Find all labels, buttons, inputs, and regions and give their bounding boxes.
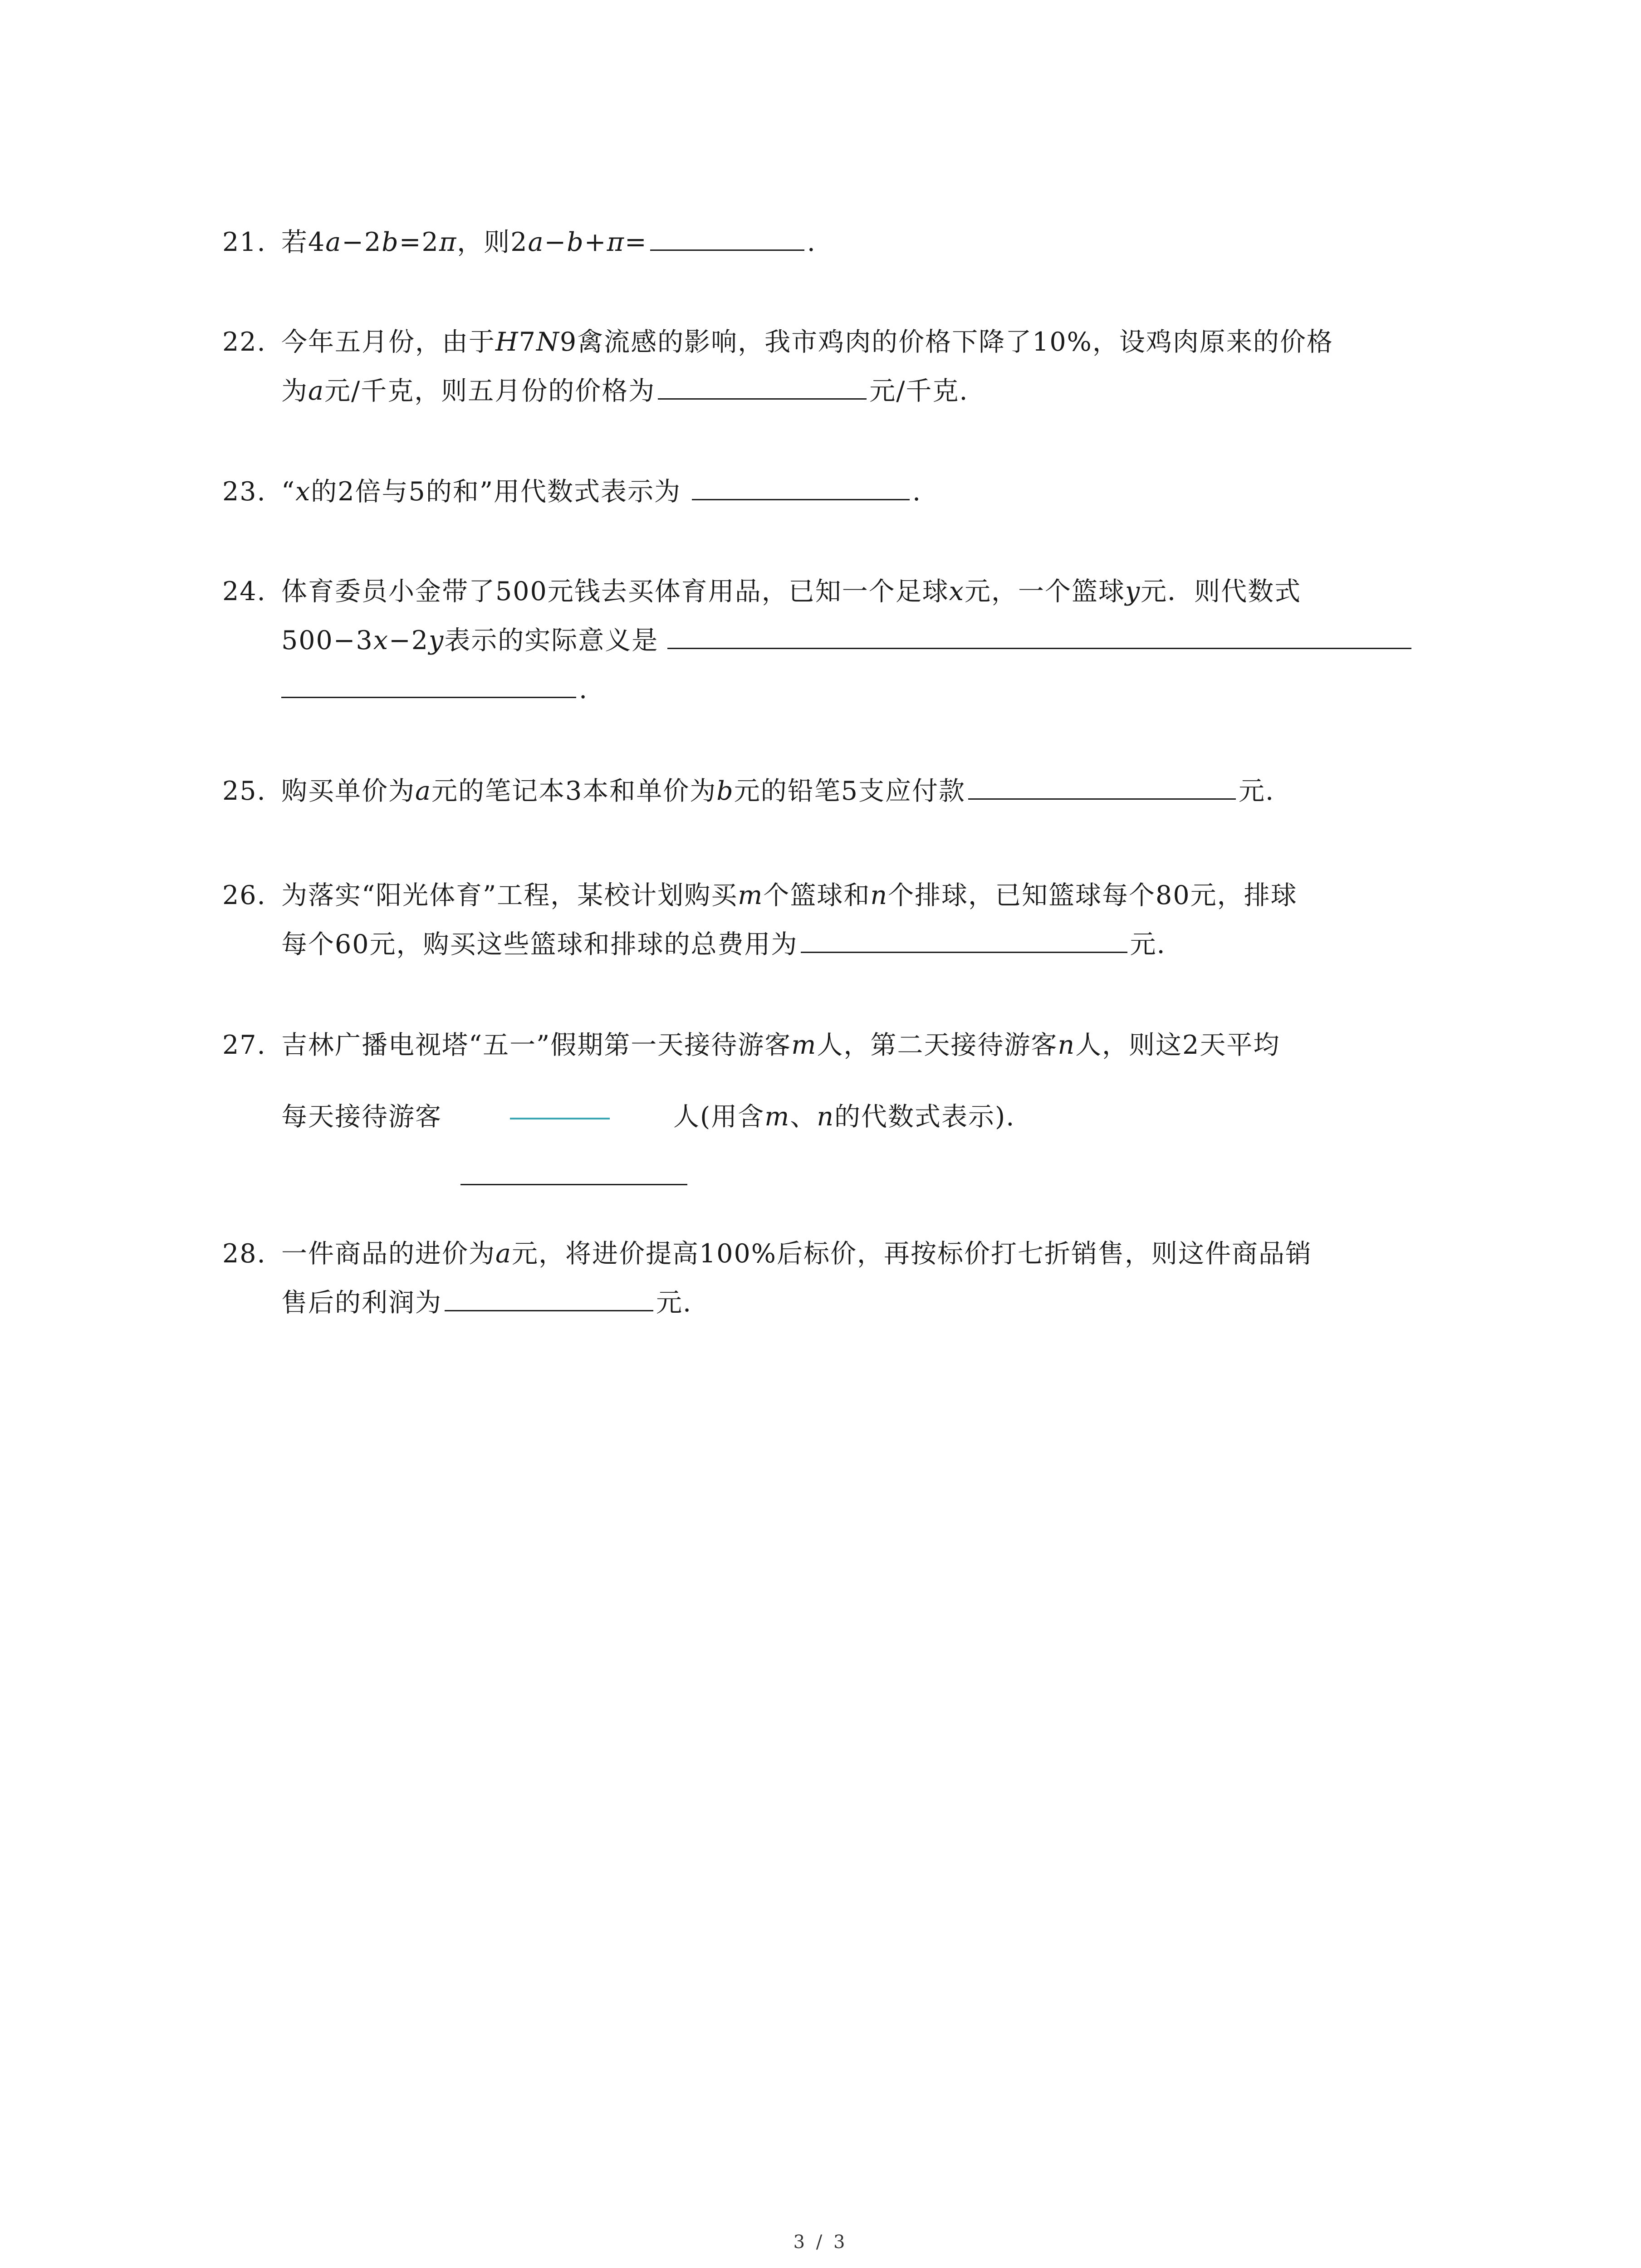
question-number: 24. xyxy=(222,577,266,606)
q26-text: 为落实“阳光体育”工程，某校计划购买 xyxy=(281,880,738,910)
q24-text: 元．则代数式 xyxy=(1141,577,1302,606)
q24-var: y xyxy=(429,626,445,655)
q22-text: 今年五月份，由于 xyxy=(281,327,495,357)
q27-var: n xyxy=(817,1102,835,1132)
q23-text: . xyxy=(912,477,922,507)
q27-text: 人，第二天接待游客 xyxy=(817,1030,1058,1060)
q24-text: 体育委员小金带了500元钱去买体育用品，已知一个足球 xyxy=(281,577,949,606)
q28-text: 一件商品的进价为 xyxy=(281,1239,495,1269)
q21-var: a xyxy=(528,227,544,257)
answer-blank[interactable] xyxy=(801,924,1127,953)
q24-text: . xyxy=(579,675,588,704)
answer-blank[interactable] xyxy=(692,472,910,500)
q24-text: 500−3 xyxy=(281,626,373,655)
q26-text: 元. xyxy=(1130,929,1166,959)
q27-var: m xyxy=(764,1102,790,1132)
q28-text: 售后的利润为 xyxy=(281,1288,442,1318)
question-number: 23. xyxy=(222,477,266,507)
q23-text: “ xyxy=(281,477,296,507)
q27-text: 人(用含 xyxy=(673,1102,765,1132)
q25-var: a xyxy=(415,776,431,806)
q22-text: 元/千克，则五月份的价格为 xyxy=(324,376,656,406)
q25-text: 元的铅笔5支应付款 xyxy=(734,776,966,806)
q28-var: a xyxy=(495,1239,512,1269)
question-22 xyxy=(222,318,1456,415)
q24-text: −2 xyxy=(388,626,429,655)
answer-blank[interactable] xyxy=(650,222,804,251)
q28-text: 元，将进价提高100%后标价，再按标价打七折销售，则这件商品销 xyxy=(511,1239,1312,1269)
q26-text: 个篮球和 xyxy=(763,880,871,910)
q25-text: 元的笔记本3本和单价为 xyxy=(431,776,717,806)
q21-var: a xyxy=(325,227,342,257)
q21-text: ，则2 xyxy=(457,227,528,257)
q21-text: 4 xyxy=(308,227,326,257)
q27-text: 人，则这2天平均 xyxy=(1075,1030,1280,1060)
q26-var: m xyxy=(738,880,764,910)
q21-var: b xyxy=(567,227,584,257)
q25-var: b xyxy=(716,776,734,806)
q21-text: . xyxy=(807,227,816,257)
answer-blank-continued[interactable] xyxy=(281,670,576,698)
answer-blank[interactable] xyxy=(968,771,1236,800)
q27-text: 的代数式表示). xyxy=(834,1102,1015,1132)
q21-var: π xyxy=(607,227,625,257)
question-number: 27. xyxy=(222,1030,266,1060)
answer-line-accent xyxy=(510,1118,610,1119)
q21-text: = xyxy=(625,227,647,257)
question-27 xyxy=(222,1021,1456,1141)
page-number: 3 / 3 xyxy=(793,2232,848,2253)
answer-blank[interactable] xyxy=(667,621,1411,649)
q24-text: 元，一个篮球 xyxy=(964,577,1125,606)
q22-var: N xyxy=(536,327,560,357)
question-21 xyxy=(222,218,1456,267)
q23-var: x xyxy=(295,477,311,507)
answer-blank[interactable] xyxy=(460,1184,687,1185)
q21-var: π xyxy=(439,227,457,257)
q25-text: 元. xyxy=(1239,776,1275,806)
q22-var: a xyxy=(308,376,324,406)
q21-text: 若 xyxy=(281,227,308,257)
question-25 xyxy=(222,767,1456,816)
q26-text: 每个60元，购买这些篮球和排球的总费用为 xyxy=(281,929,798,959)
q22-text: 7 xyxy=(519,327,536,357)
q25-text: 购买单价为 xyxy=(281,776,415,806)
q28-text: 元. xyxy=(656,1288,692,1318)
q27-text: 、 xyxy=(790,1102,817,1132)
question-24 xyxy=(222,567,1456,714)
q27-text: 吉林广播电视塔“五一”假期第一天接待游客 xyxy=(281,1030,792,1060)
q21-text: =2 xyxy=(399,227,439,257)
q22-text: 元/千克. xyxy=(869,376,969,406)
q26-text: 个排球，已知篮球每个80元，排球 xyxy=(888,880,1298,910)
question-28 xyxy=(222,1229,1456,1327)
q22-var: H xyxy=(495,327,519,357)
q23-text: 的2倍与5的和”用代数式表示为 xyxy=(311,477,681,507)
q24-text: 表示的实际意义是 xyxy=(444,626,659,655)
question-26 xyxy=(222,871,1456,969)
question-23 xyxy=(222,467,1456,516)
q27-var: m xyxy=(791,1030,817,1060)
q21-text: + xyxy=(584,227,607,257)
q22-text: 9禽流感的影响，我市鸡肉的价格下降了10%，设鸡肉原来的价格 xyxy=(559,327,1333,357)
q24-var: y xyxy=(1125,577,1141,606)
answer-blank[interactable] xyxy=(658,371,867,400)
question-number: 22. xyxy=(222,327,266,357)
q21-text: −2 xyxy=(342,227,382,257)
q24-var: x xyxy=(949,577,965,606)
q27-text: 每天接待游客 xyxy=(281,1102,442,1132)
question-number: 28. xyxy=(222,1239,266,1269)
q21-text: − xyxy=(544,227,567,257)
question-number: 26. xyxy=(222,880,266,910)
q21-var: b xyxy=(382,227,399,257)
q27-var: n xyxy=(1058,1030,1076,1060)
question-number: 25. xyxy=(222,776,266,806)
answer-blank[interactable] xyxy=(445,1283,653,1311)
question-number: 21. xyxy=(222,227,266,257)
q22-text: 为 xyxy=(281,376,308,406)
q26-var: n xyxy=(870,880,888,910)
q24-var: x xyxy=(373,626,389,655)
